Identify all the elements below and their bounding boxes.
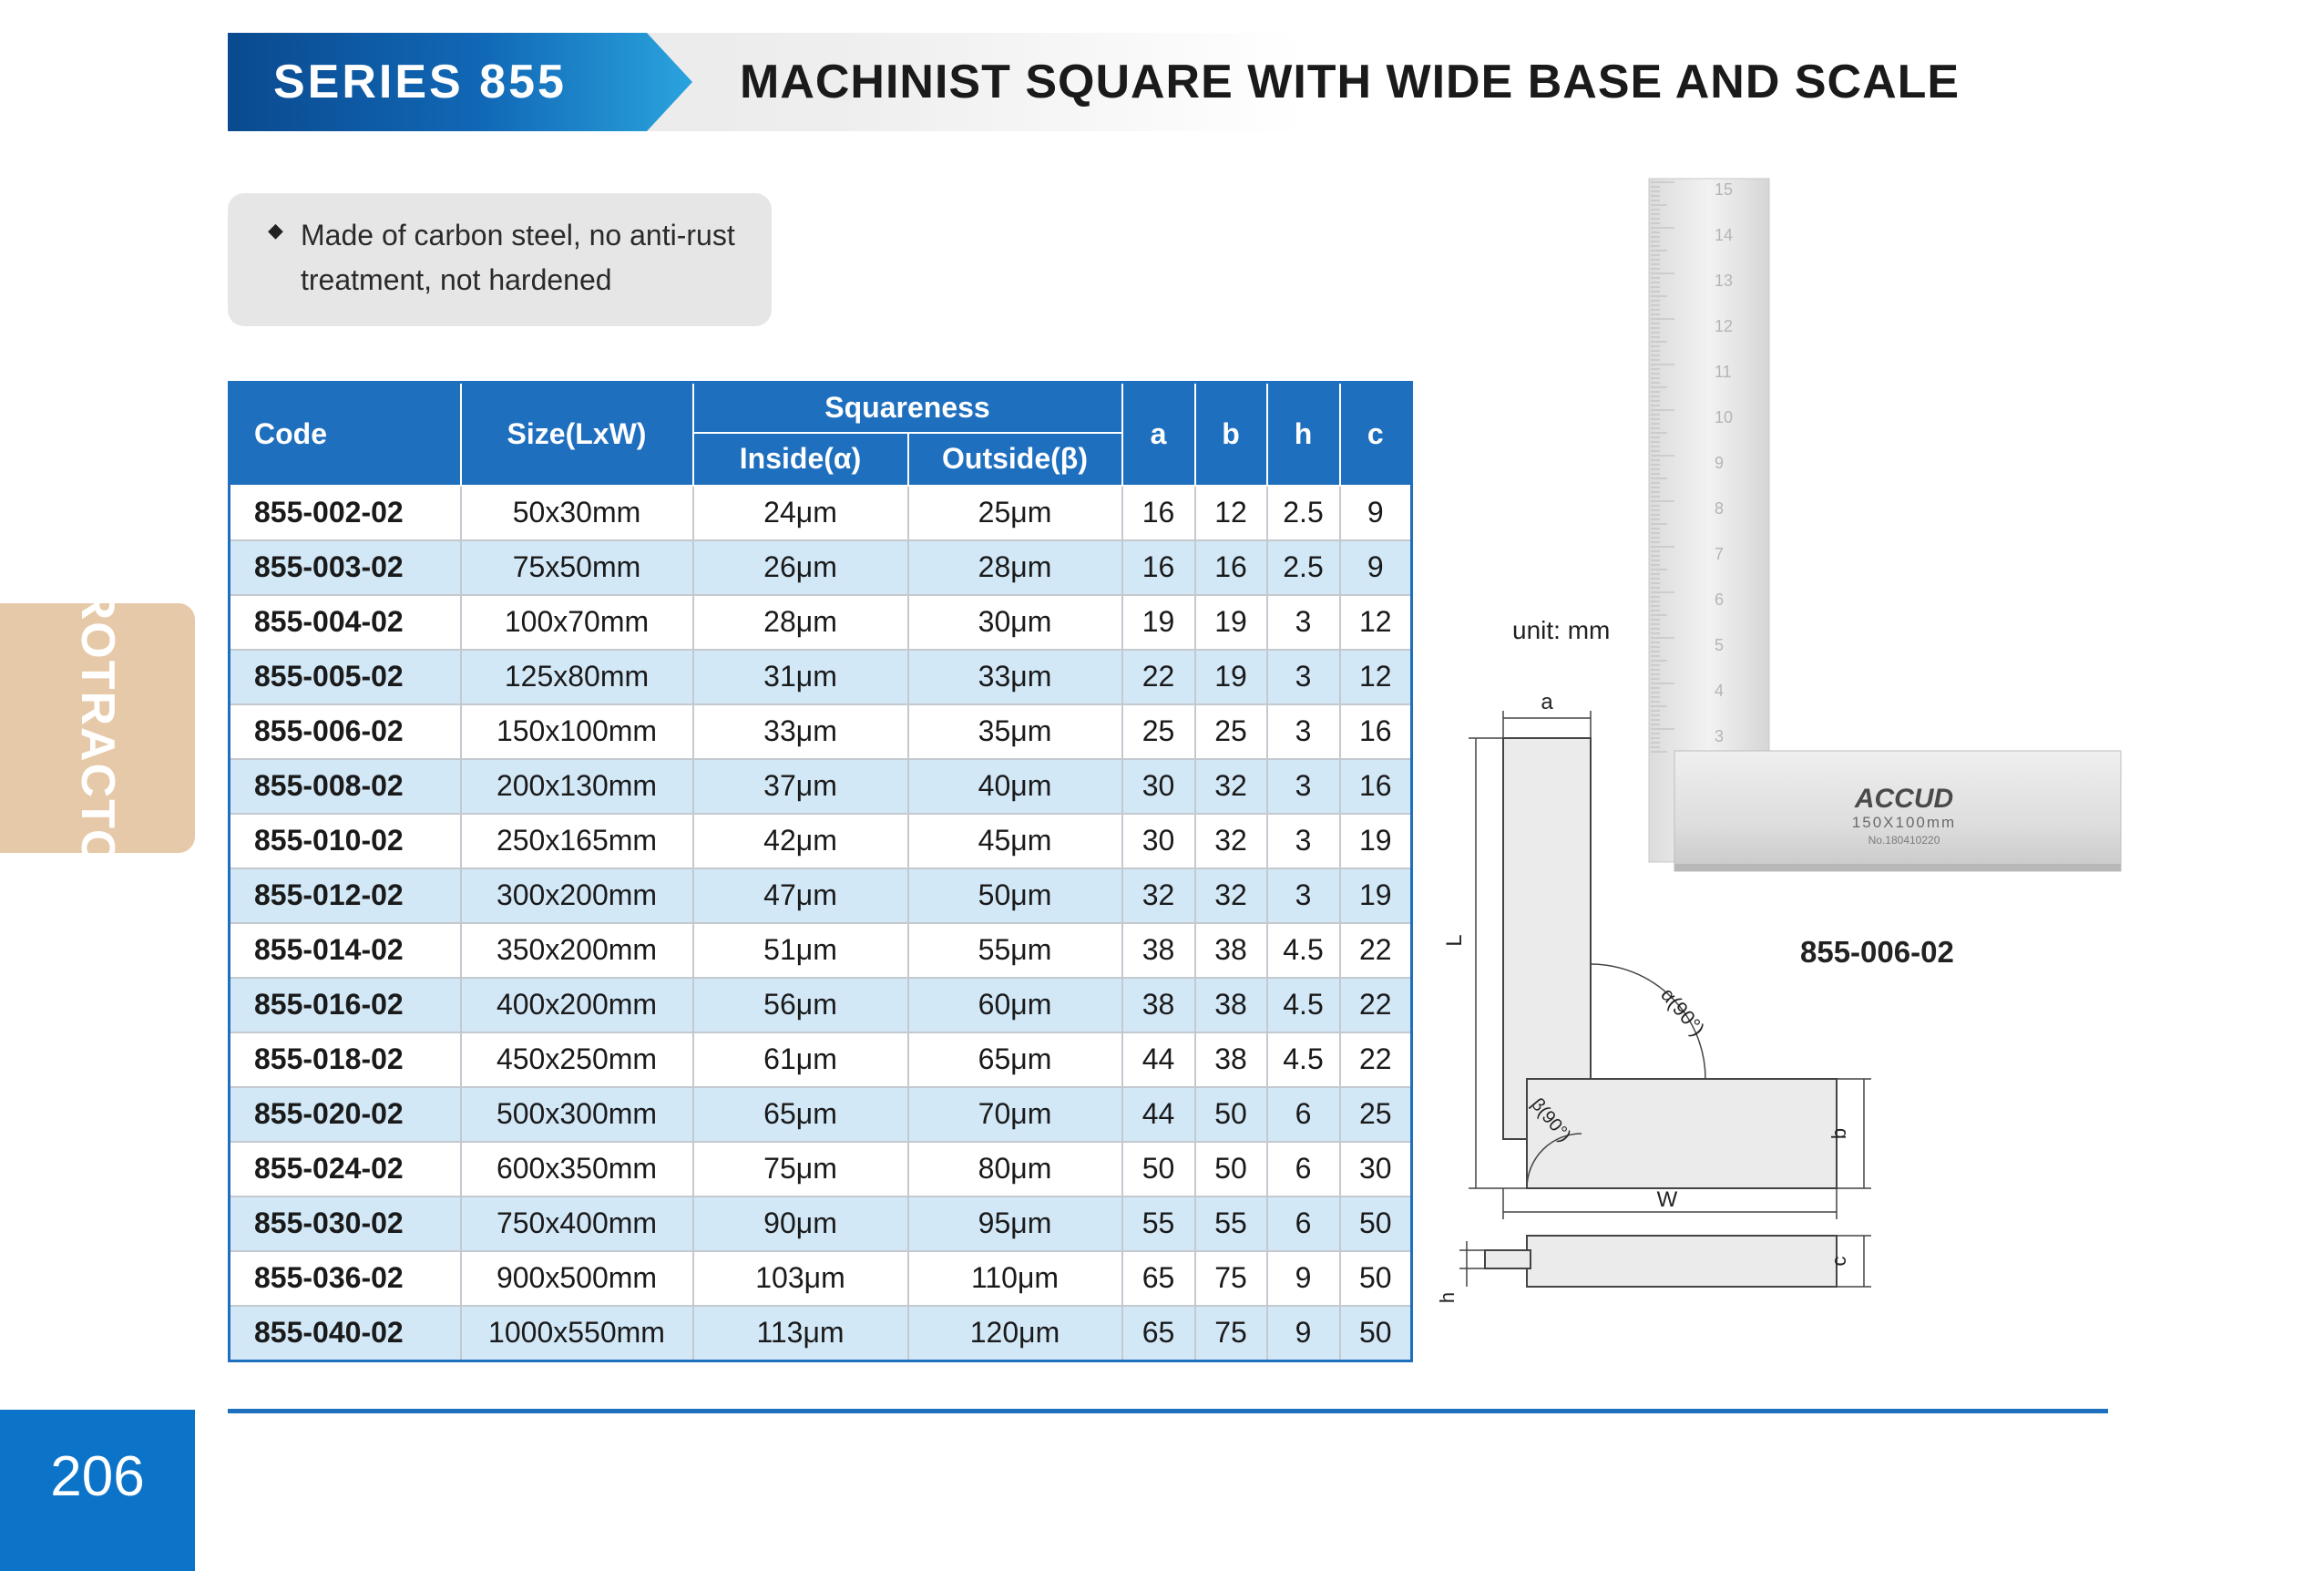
cell-c: 22	[1340, 923, 1412, 978]
cell-b: 16	[1195, 540, 1267, 595]
cell-b: 75	[1195, 1306, 1267, 1361]
cell-b: 38	[1195, 1032, 1267, 1087]
table-body	[230, 486, 1412, 1361]
cell-inside: 24μm	[693, 486, 908, 540]
cell-h: 2.5	[1267, 540, 1340, 595]
cell-h: 6	[1267, 1196, 1340, 1251]
scale-number: 14	[1715, 226, 1734, 244]
cell-inside: 61μm	[693, 1032, 908, 1087]
cell-a: 44	[1122, 1032, 1195, 1087]
dimension-diagram	[1436, 685, 1895, 1323]
blade-end-view	[1485, 1250, 1531, 1268]
dim-label-a: a	[1541, 690, 1553, 714]
cell-c: 25	[1340, 1087, 1412, 1142]
cell-h: 4.5	[1267, 923, 1340, 978]
cell-size: 900x500mm	[461, 1251, 693, 1306]
base-end-view	[1527, 1236, 1837, 1287]
cell-code: 855-018-02	[230, 1032, 461, 1087]
cell-size: 250x165mm	[461, 814, 693, 868]
cell-code: 855-040-02	[230, 1306, 461, 1361]
size-marking: 150X100mm	[1851, 814, 1957, 831]
dim-label-b: b	[1827, 1127, 1850, 1140]
cell-inside: 103μm	[693, 1251, 908, 1306]
table-row	[230, 1142, 1412, 1196]
cell-size: 500x300mm	[461, 1087, 693, 1142]
feature-text: Made of carbon steel, no anti-rust treatment, not hardened	[301, 219, 735, 296]
series-label: SERIES 855	[273, 56, 567, 108]
table-row	[230, 1032, 1412, 1087]
header-inside: Inside(α)	[693, 433, 908, 486]
cell-inside: 31μm	[693, 650, 908, 704]
cell-a: 38	[1122, 978, 1195, 1032]
cell-inside: 37μm	[693, 759, 908, 814]
cell-code: 855-024-02	[230, 1142, 461, 1196]
cell-b: 50	[1195, 1142, 1267, 1196]
spec-table	[228, 381, 1413, 1362]
cell-inside: 26μm	[693, 540, 908, 595]
scale-number: 12	[1715, 317, 1734, 335]
table-row	[230, 1251, 1412, 1306]
header-b: b	[1195, 383, 1267, 486]
cell-size: 350x200mm	[461, 923, 693, 978]
cell-outside: 33μm	[908, 650, 1122, 704]
cell-outside: 95μm	[908, 1196, 1122, 1251]
table-row	[230, 978, 1412, 1032]
serial-marking: No.180410220	[1868, 834, 1940, 847]
scale-number: 5	[1715, 636, 1725, 654]
dim-label-L: L	[1442, 934, 1467, 947]
cell-a: 30	[1122, 759, 1195, 814]
cell-inside: 75μm	[693, 1142, 908, 1196]
dim-label-alpha: α(90°)	[1656, 983, 1710, 1041]
cell-inside: 90μm	[693, 1196, 908, 1251]
cell-h: 3	[1267, 759, 1340, 814]
cell-c: 22	[1340, 978, 1412, 1032]
cell-outside: 40μm	[908, 759, 1122, 814]
scale-number: 15	[1715, 180, 1734, 199]
cell-outside: 55μm	[908, 923, 1122, 978]
table-row	[230, 759, 1412, 814]
header-h: h	[1267, 383, 1340, 486]
cell-code: 855-016-02	[230, 978, 461, 1032]
footer-rule	[228, 1409, 2108, 1413]
cell-size: 100x70mm	[461, 595, 693, 650]
cell-h: 2.5	[1267, 486, 1340, 540]
header-outside: Outside(β)	[908, 433, 1122, 486]
cell-size: 600x350mm	[461, 1142, 693, 1196]
cell-h: 6	[1267, 1142, 1340, 1196]
header-squareness: Squareness	[693, 383, 1122, 433]
cell-a: 19	[1122, 595, 1195, 650]
header-c: c	[1340, 383, 1412, 486]
dim-label-h: h	[1436, 1291, 1459, 1304]
cell-h: 3	[1267, 814, 1340, 868]
cell-b: 25	[1195, 704, 1267, 759]
cell-a: 65	[1122, 1306, 1195, 1361]
cell-outside: 30μm	[908, 595, 1122, 650]
table-row	[230, 595, 1412, 650]
cell-code: 855-014-02	[230, 923, 461, 978]
cell-outside: 80μm	[908, 1142, 1122, 1196]
cell-b: 19	[1195, 650, 1267, 704]
cell-h: 4.5	[1267, 978, 1340, 1032]
cell-c: 16	[1340, 759, 1412, 814]
cell-size: 200x130mm	[461, 759, 693, 814]
cell-size: 1000x550mm	[461, 1306, 693, 1361]
cell-b: 32	[1195, 814, 1267, 868]
table-row	[230, 486, 1412, 540]
cell-c: 16	[1340, 704, 1412, 759]
cell-inside: 51μm	[693, 923, 908, 978]
cell-code: 855-004-02	[230, 595, 461, 650]
cell-outside: 70μm	[908, 1087, 1122, 1142]
cell-code: 855-020-02	[230, 1087, 461, 1142]
bullet-diamond-icon: ◆	[268, 219, 283, 241]
cell-a: 50	[1122, 1142, 1195, 1196]
cell-b: 75	[1195, 1251, 1267, 1306]
scale-number: 10	[1715, 408, 1734, 426]
cell-h: 9	[1267, 1306, 1340, 1361]
scale-number: 9	[1715, 454, 1725, 472]
unit-label: unit: mm	[1512, 616, 1611, 644]
side-tab-label: PROTRACTOR	[71, 552, 124, 904]
table-row	[230, 540, 1412, 595]
cell-a: 25	[1122, 704, 1195, 759]
table-row	[230, 1196, 1412, 1251]
table-row	[230, 704, 1412, 759]
cell-code: 855-008-02	[230, 759, 461, 814]
cell-c: 19	[1340, 868, 1412, 923]
cell-a: 55	[1122, 1196, 1195, 1251]
cell-size: 750x400mm	[461, 1196, 693, 1251]
cell-inside: 47μm	[693, 868, 908, 923]
cell-outside: 25μm	[908, 486, 1122, 540]
cell-inside: 113μm	[693, 1306, 908, 1361]
cell-a: 16	[1122, 540, 1195, 595]
cell-a: 32	[1122, 868, 1195, 923]
cell-b: 38	[1195, 923, 1267, 978]
cell-size: 75x50mm	[461, 540, 693, 595]
cell-h: 3	[1267, 595, 1340, 650]
cell-b: 55	[1195, 1196, 1267, 1251]
cell-a: 44	[1122, 1087, 1195, 1142]
table-row	[230, 923, 1412, 978]
dim-label-beta: β(90°)	[1527, 1094, 1575, 1146]
cell-c: 50	[1340, 1196, 1412, 1251]
cell-inside: 28μm	[693, 595, 908, 650]
dim-label-c: c	[1827, 1256, 1850, 1267]
cell-code: 855-010-02	[230, 814, 461, 868]
cell-c: 9	[1340, 540, 1412, 595]
table-row	[230, 1306, 1412, 1361]
header-a: a	[1122, 383, 1195, 486]
scale-number: 8	[1715, 499, 1725, 518]
scale-number: 3	[1715, 727, 1725, 745]
scale-number: 4	[1715, 682, 1725, 700]
scale-number: 11	[1715, 363, 1732, 381]
cell-size: 150x100mm	[461, 704, 693, 759]
cell-c: 50	[1340, 1251, 1412, 1306]
cell-a: 38	[1122, 923, 1195, 978]
scale-number: 13	[1715, 272, 1734, 290]
scale-number: 7	[1715, 545, 1725, 563]
cell-outside: 110μm	[908, 1251, 1122, 1306]
cell-c: 19	[1340, 814, 1412, 868]
cell-h: 3	[1267, 704, 1340, 759]
cell-code: 855-030-02	[230, 1196, 461, 1251]
cell-h: 3	[1267, 650, 1340, 704]
page-title: MACHINIST SQUARE WITH WIDE BASE AND SCALE	[740, 56, 1961, 108]
cell-c: 50	[1340, 1306, 1412, 1361]
cell-h: 9	[1267, 1251, 1340, 1306]
table-row	[230, 868, 1412, 923]
cell-b: 50	[1195, 1087, 1267, 1142]
cell-outside: 35μm	[908, 704, 1122, 759]
cell-code: 855-036-02	[230, 1251, 461, 1306]
table-row	[230, 650, 1412, 704]
cell-inside: 42μm	[693, 814, 908, 868]
cell-outside: 60μm	[908, 978, 1122, 1032]
cell-a: 16	[1122, 486, 1195, 540]
cell-a: 30	[1122, 814, 1195, 868]
cell-inside: 33μm	[693, 704, 908, 759]
header-size: Size(LxW)	[461, 383, 693, 486]
cell-c: 9	[1340, 486, 1412, 540]
cell-b: 38	[1195, 978, 1267, 1032]
cell-size: 300x200mm	[461, 868, 693, 923]
cell-size: 450x250mm	[461, 1032, 693, 1087]
cell-c: 12	[1340, 595, 1412, 650]
cell-h: 4.5	[1267, 1032, 1340, 1087]
cell-h: 6	[1267, 1087, 1340, 1142]
cell-outside: 50μm	[908, 868, 1122, 923]
cell-code: 855-003-02	[230, 540, 461, 595]
cell-size: 125x80mm	[461, 650, 693, 704]
table-row	[230, 814, 1412, 868]
page-number: 206	[50, 1445, 145, 1508]
cell-b: 32	[1195, 759, 1267, 814]
product-caption: 855-006-02	[1800, 935, 1954, 969]
cell-b: 19	[1195, 595, 1267, 650]
cell-b: 32	[1195, 868, 1267, 923]
dim-label-W: W	[1656, 1187, 1678, 1212]
cell-outside: 120μm	[908, 1306, 1122, 1361]
cell-code: 855-005-02	[230, 650, 461, 704]
brand-logo: ACCUD	[1854, 784, 1954, 814]
cell-h: 3	[1267, 868, 1340, 923]
table-row	[230, 1087, 1412, 1142]
cell-a: 65	[1122, 1251, 1195, 1306]
cell-code: 855-006-02	[230, 704, 461, 759]
cell-c: 12	[1340, 650, 1412, 704]
cell-inside: 65μm	[693, 1087, 908, 1142]
cell-inside: 56μm	[693, 978, 908, 1032]
cell-outside: 28μm	[908, 540, 1122, 595]
cell-c: 22	[1340, 1032, 1412, 1087]
cell-c: 30	[1340, 1142, 1412, 1196]
cell-outside: 45μm	[908, 814, 1122, 868]
header-code: Code	[230, 383, 461, 486]
cell-a: 22	[1122, 650, 1195, 704]
cell-b: 12	[1195, 486, 1267, 540]
cell-size: 50x30mm	[461, 486, 693, 540]
scale-number: 6	[1715, 590, 1725, 609]
cell-code: 855-002-02	[230, 486, 461, 540]
cell-code: 855-012-02	[230, 868, 461, 923]
cell-outside: 65μm	[908, 1032, 1122, 1087]
cell-size: 400x200mm	[461, 978, 693, 1032]
